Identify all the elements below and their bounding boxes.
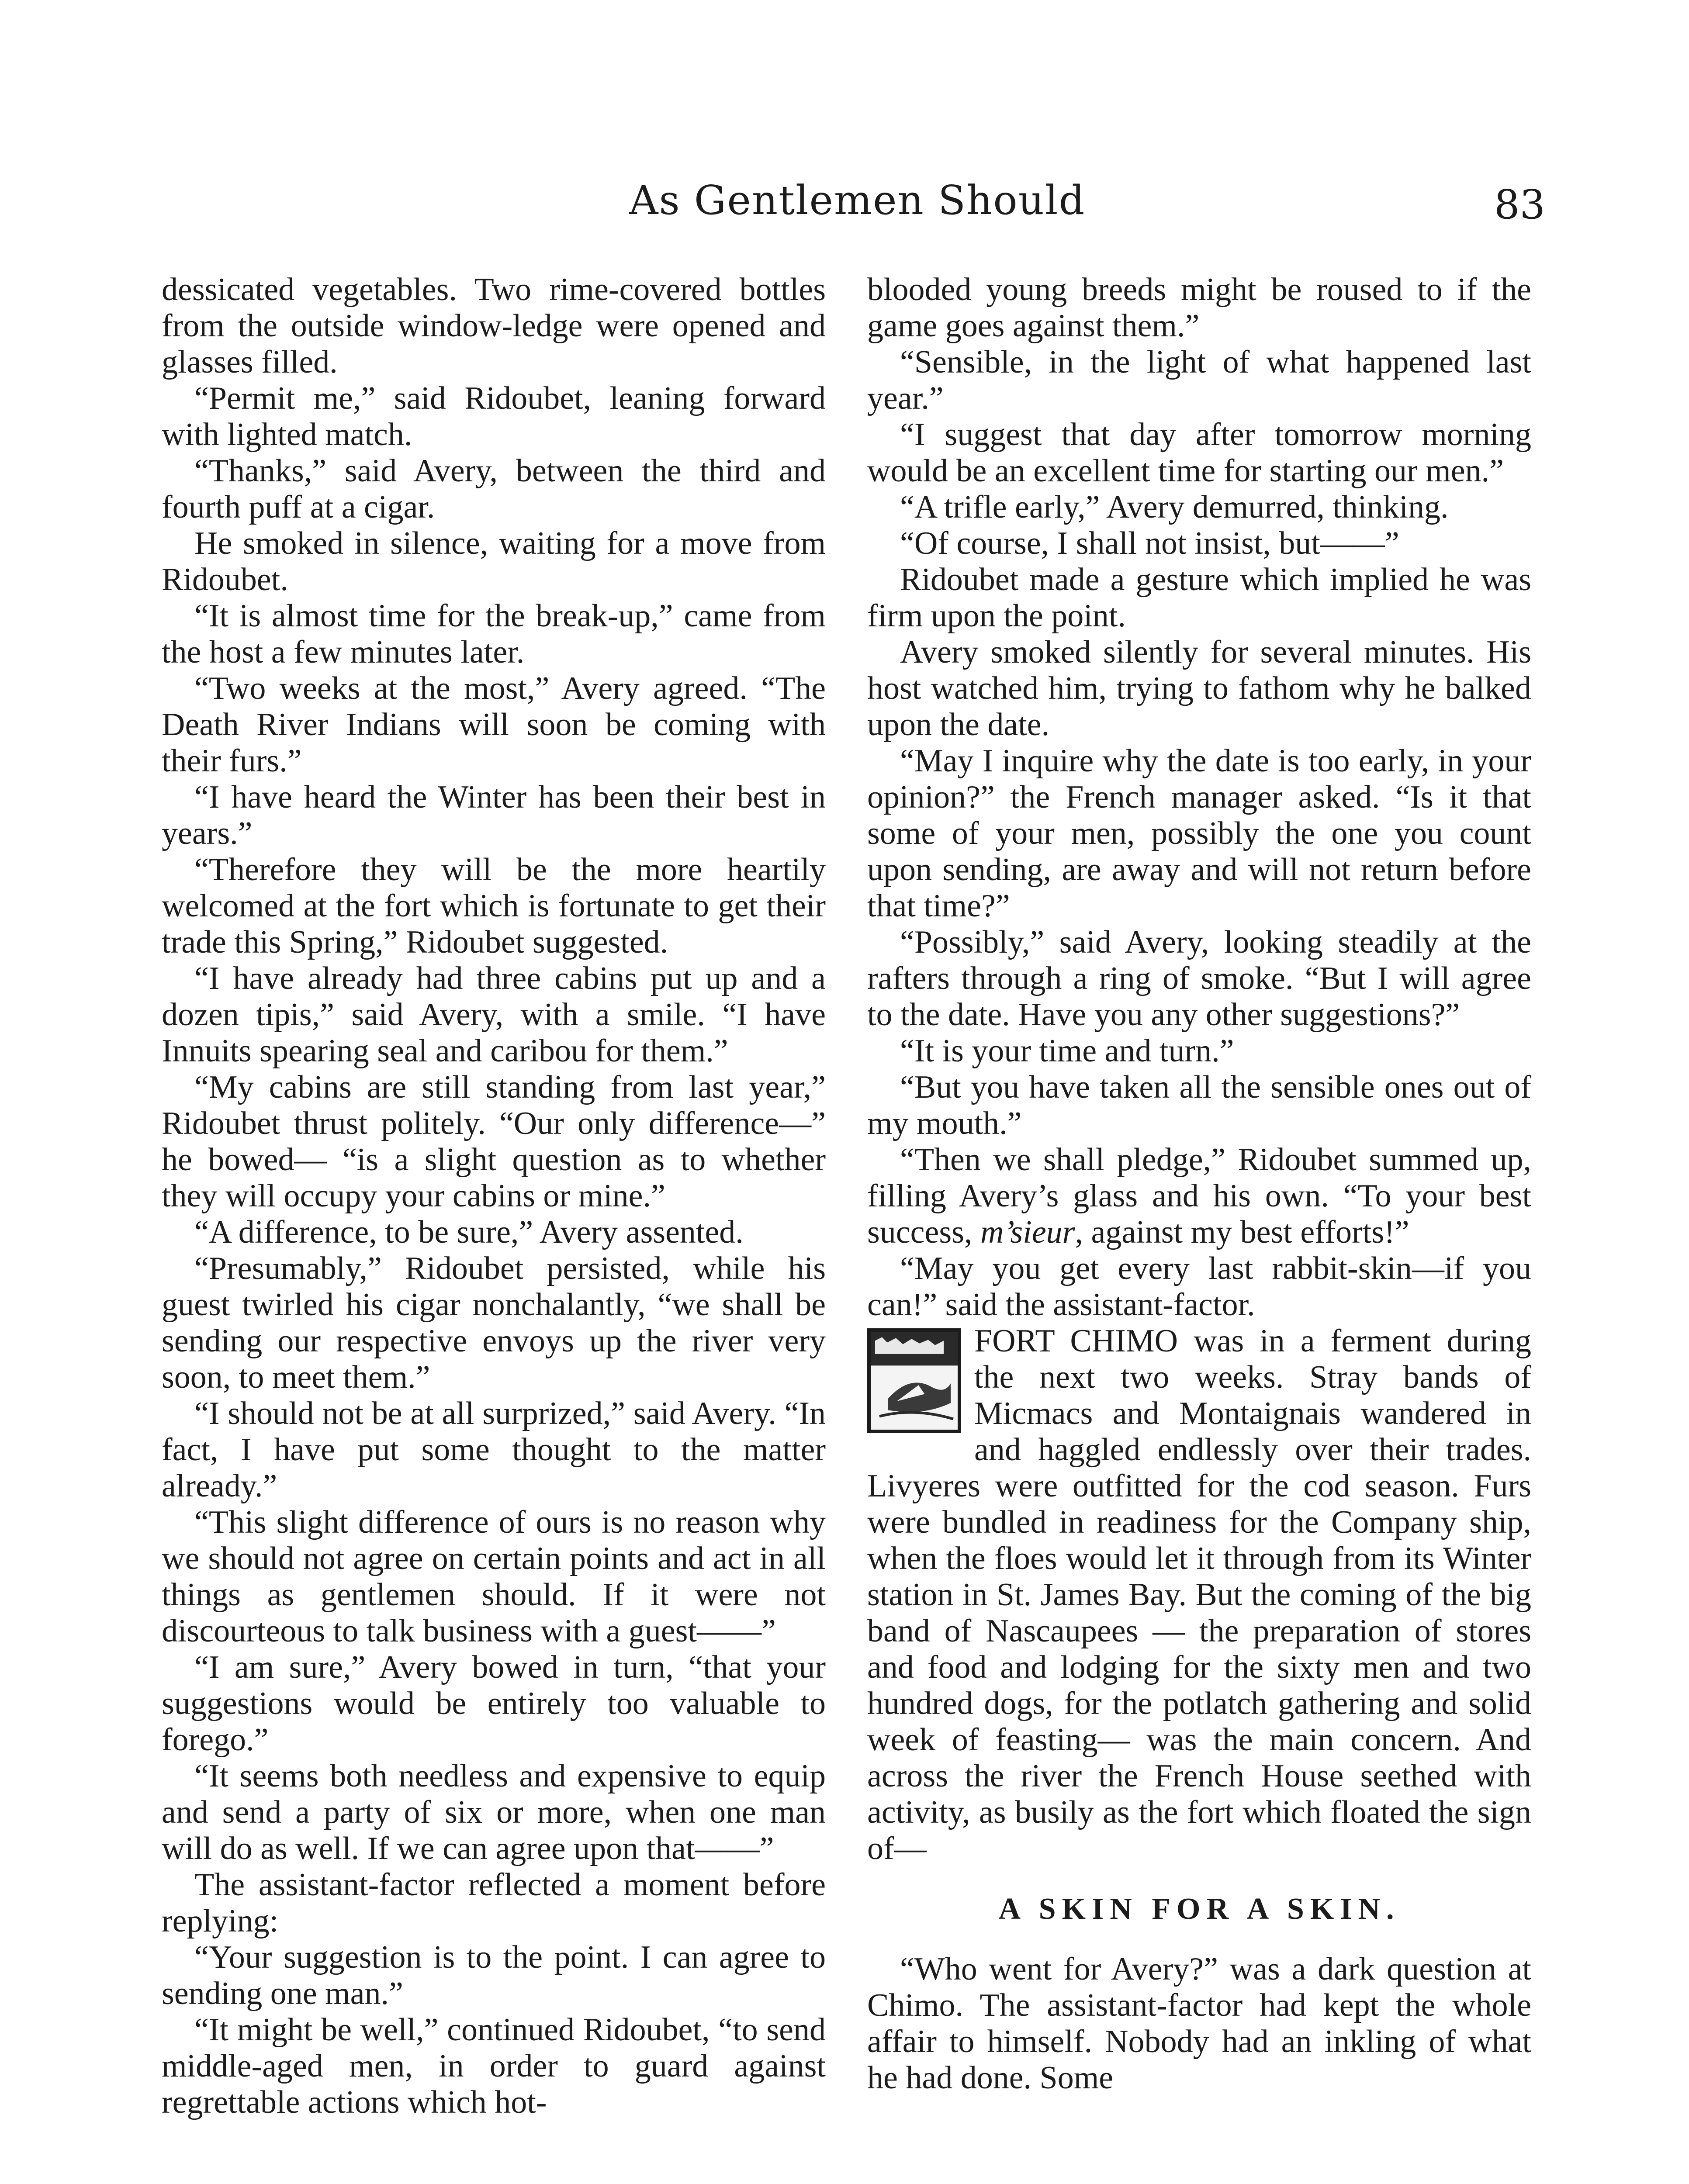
paragraph: “Possibly,” said Avery, looking steadily at the rafters through a ring of smoke. “But I will agree to the date. Have you any other suggestions?”	[867, 924, 1531, 1033]
page-header-title: As Gentlemen Should	[629, 177, 1086, 224]
paragraph: dessicated vegetables. Two rime-covered bottles from the outside window-ledge were opened and glasses filled.	[162, 272, 826, 380]
paragraph: “Sensible, in the light of what happened last year.”	[867, 344, 1531, 416]
paragraph: “It is your time and turn.”	[900, 1033, 1234, 1069]
paragraph	[867, 1142, 1531, 1251]
paragraph: “I have already had three cabins put up and a dozen tipis,” said Avery, with a smile. “I have Innuits spearing seal and caribou for them.”	[162, 961, 826, 1069]
paragraph: “Two weeks at the most,” Avery agreed. “The Death River Indians will soon be coming with their furs.”	[162, 670, 826, 779]
paragraph: He smoked in silence, waiting for a move from Ridoubet.	[162, 525, 826, 598]
paragraph: “I am sure,” Avery bowed in turn, “that your suggestions would be entirely too valuable to forego.”	[162, 1649, 826, 1758]
paragraph: “A trifle early,” Avery demurred, thinking.	[900, 489, 1449, 525]
left-text-column	[162, 272, 826, 2121]
right-text-column	[867, 272, 1531, 2096]
paragraph: “Of course, I shall not insist, but——”	[900, 525, 1399, 561]
paragraph: blooded young breeds might be roused to if the game goes against them.”	[867, 272, 1531, 344]
paragraph: The assistant-factor reflected a moment before replying:	[162, 1867, 826, 1939]
paragraph: “It seems both needless and expensive to equip and send a party of six or more, when one man will do as well. If we can agree upon that——”	[162, 1758, 826, 1866]
paragraph: “I suggest that day after tomorrow morning would be an excellent time for starting our men.”	[867, 417, 1531, 489]
paragraph: “This slight difference of ours is no reason why we should not agree on certain points and act in all things as gentlemen should. If it were not discourteous to talk business with a guest——”	[162, 1504, 826, 1649]
paragraph: “Permit me,” said Ridoubet, leaning forward with lighted match.	[162, 380, 826, 453]
paragraph: “I should not be at all surprized,” said Avery. “In fact, I have put some thought to the matter already.”	[162, 1396, 826, 1504]
dropcap-illustration-icon	[867, 1328, 961, 1433]
paragraph: “May I inquire why the date is too early, in your opinion?” the French manager asked. “Is it that some of your men, possibly the one you count upon sending, are away and will not return before that time?”	[867, 743, 1531, 924]
paragraph: “It might be well,” continued Ridoubet, “to send middle-aged men, in order to guard against regrettable actions which hot-	[162, 2012, 826, 2120]
paragraph: “It is almost time for the break-up,” came from the host a few minutes later.	[162, 598, 826, 670]
italic-phrase: m’sieur	[980, 1214, 1075, 1250]
paragraph: “Who went for Avery?” was a dark question at Chimo. The assistant-factor had kept the whole affair to himself. Nobody had an inkling of what he had done. Some	[867, 1951, 1531, 2096]
section-heading: A SKIN FOR A SKIN.	[998, 1892, 1400, 1926]
paragraph: “Presumably,” Ridoubet persisted, while his guest twirled his cigar nonchalantly, “we shall be sending our respective envoys up the river very soon, to meet them.”	[162, 1251, 826, 1395]
paragraph: Ridoubet made a gesture which implied he was firm upon the point.	[867, 562, 1531, 634]
paragraph: “I have heard the Winter has been their best in years.”	[162, 779, 826, 851]
dropcap-paragraph	[867, 1323, 1531, 1867]
paragraph: “A difference, to be sure,” Avery assented.	[194, 1214, 744, 1250]
paragraph: “Your suggestion is to the point. I can agree to sending one man.”	[162, 1939, 826, 2011]
paragraph: “Thanks,” said Avery, between the third and fourth puff at a cigar.	[162, 453, 826, 525]
paragraph: “Therefore they will be the more heartily welcomed at the fort which is fortunate to get their trade this Spring,” Ridoubet suggested.	[162, 852, 826, 960]
paragraph: “May you get every last rabbit-skin—if you can!” said the assistant-factor.	[867, 1251, 1531, 1323]
paragraph: “But you have taken all the sensible ones out of my mouth.”	[867, 1069, 1531, 1141]
dropcap-paragraph-text: FORT CHIMO was in a ferment during the next two weeks. Stray bands of Micmacs and Montaignais wandered in and haggled endlessly over their trades. Livyeres were outfitted for the cod season. Furs were bundled in readiness for the Company ship, when the floes would let it through from its Winter station in St. James Bay. But the coming of the big band of Nascaupees — the preparation of stores and food and lodging for the sixty men and two hundred dogs, for the potlatch gathering and solid week of feasting— was the main concern. And across the river the French House seethed with activity, as busily as the fort which floated the sign of—	[867, 1323, 1531, 1866]
paragraph-text: , against my best efforts!”	[1075, 1214, 1409, 1250]
page-number: 83	[1494, 181, 1546, 228]
paragraph-text: “Then we shall pledge,” Ridoubet summed up, filling Avery’s glass and his own. “To your best success,	[867, 1142, 1531, 1250]
paragraph: “My cabins are still standing from last year,” Ridoubet thrust politely. “Our only difference—” he bowed— “is a slight question as to whether they will occupy your cabins or mine.”	[162, 1069, 826, 1214]
paragraph: Avery smoked silently for several minutes. His host watched him, trying to fathom why he balked upon the date.	[867, 634, 1531, 743]
